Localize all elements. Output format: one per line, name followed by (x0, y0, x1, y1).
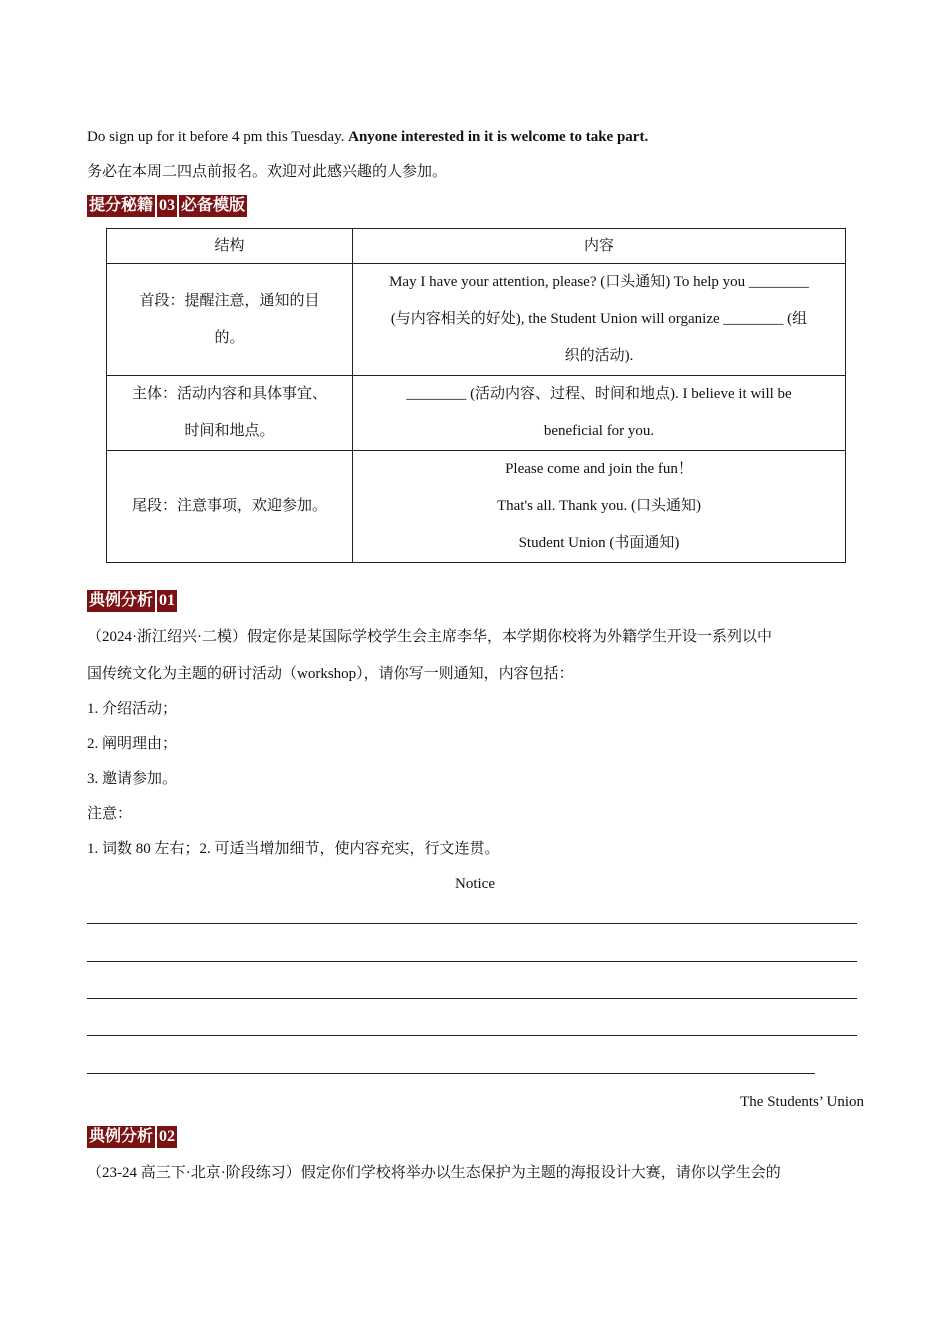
structure-cell (107, 376, 353, 451)
example-01-point: 2. 阐明理由； (87, 736, 178, 752)
tag-part: 提分秘籍 (87, 195, 155, 217)
table-header-row (107, 229, 846, 264)
structure-line: 的。 (214, 329, 245, 346)
example-01-point: 3. 邀请参加。 (87, 771, 178, 787)
content-cell (353, 451, 846, 563)
table-row (107, 376, 846, 451)
example-01-point: 1. 介绍活动； (87, 701, 178, 717)
writing-line[interactable] (87, 1073, 815, 1074)
structure-line: 主体：活动内容和具体事宜、 (131, 386, 327, 402)
writing-line[interactable] (87, 923, 857, 924)
structure-cell (107, 451, 353, 563)
example-02-prompt-line: （23-24 高三下·北京·阶段练习）假定你们学校将举办以生态保护为主题的海报设计大赛，请你以学生会的 (87, 1165, 781, 1181)
content-line: beneficial for you. (543, 423, 655, 439)
intro-english-line (87, 127, 648, 147)
structure-line: 时间和地点。 (184, 423, 275, 439)
tag-part: 典例分析 (87, 1126, 155, 1148)
structure-cell (107, 264, 353, 376)
table-header-structure: 结构 (107, 229, 353, 264)
writing-line[interactable] (87, 1035, 857, 1036)
intro-chinese-line: 务必在本周二四点前报名。欢迎对此感兴趣的人参加。 (87, 164, 448, 180)
example-01-note-text: 1. 词数 80 左右；2. 可适当增加细节，使内容充实，行文连贯。 (87, 841, 500, 857)
content-cell (353, 376, 846, 451)
content-line: (与内容相关的好处), the Student Union will organize ________ (组 (390, 311, 808, 327)
content-line: May I have your attention, please? (口头通知) To help you ________ (389, 274, 809, 290)
tag-part: 01 (157, 590, 177, 612)
content-cell (353, 264, 846, 376)
example-01-note-label: 注意： (87, 806, 133, 822)
table-header-content: 内容 (353, 229, 846, 264)
content-line: Please come and join the fun！ (505, 461, 693, 477)
example-01-prompt-line: （2024·浙江绍兴·二模）假定你是某国际学校学生会主席李华，本学期你校将为外籍学生开设一系列以中 (87, 629, 772, 645)
structure-line: 首段：提醒注意，通知的目 (139, 292, 320, 309)
section-tag-example-01 (87, 590, 177, 612)
example-01-prompt-line: 国传统文化为主题的研讨活动（workshop），请你写一则通知，内容包括： (87, 666, 574, 682)
tag-part: 必备模版 (179, 195, 247, 217)
content-line: That's all. Thank you. (口头通知) (496, 498, 702, 514)
tag-part: 典例分析 (87, 590, 155, 612)
intro-english-bold: Anyone interested in it is welcome to take part. (348, 129, 649, 145)
writing-line[interactable] (87, 998, 857, 999)
table-row (107, 451, 846, 563)
structure-line: 尾段：注意事项，欢迎参加。 (131, 498, 327, 514)
tag-part: 03 (157, 195, 177, 217)
writing-line[interactable] (87, 961, 857, 962)
content-line: Student Union (书面通知) (518, 535, 680, 551)
tag-part: 02 (157, 1126, 177, 1148)
content-line: ________ (活动内容、过程、时间和地点). I believe it will be (406, 386, 792, 402)
section-tag-template (87, 195, 247, 217)
notice-title: Notice (455, 876, 495, 892)
template-table (106, 228, 846, 563)
content-line: 织的活动). (564, 348, 634, 364)
table-row (107, 264, 846, 376)
section-tag-example-02 (87, 1126, 177, 1148)
intro-english-plain: Do sign up for it before 4 pm this Tuesday. (87, 129, 349, 145)
notice-signature: The Students’ Union (740, 1094, 864, 1110)
